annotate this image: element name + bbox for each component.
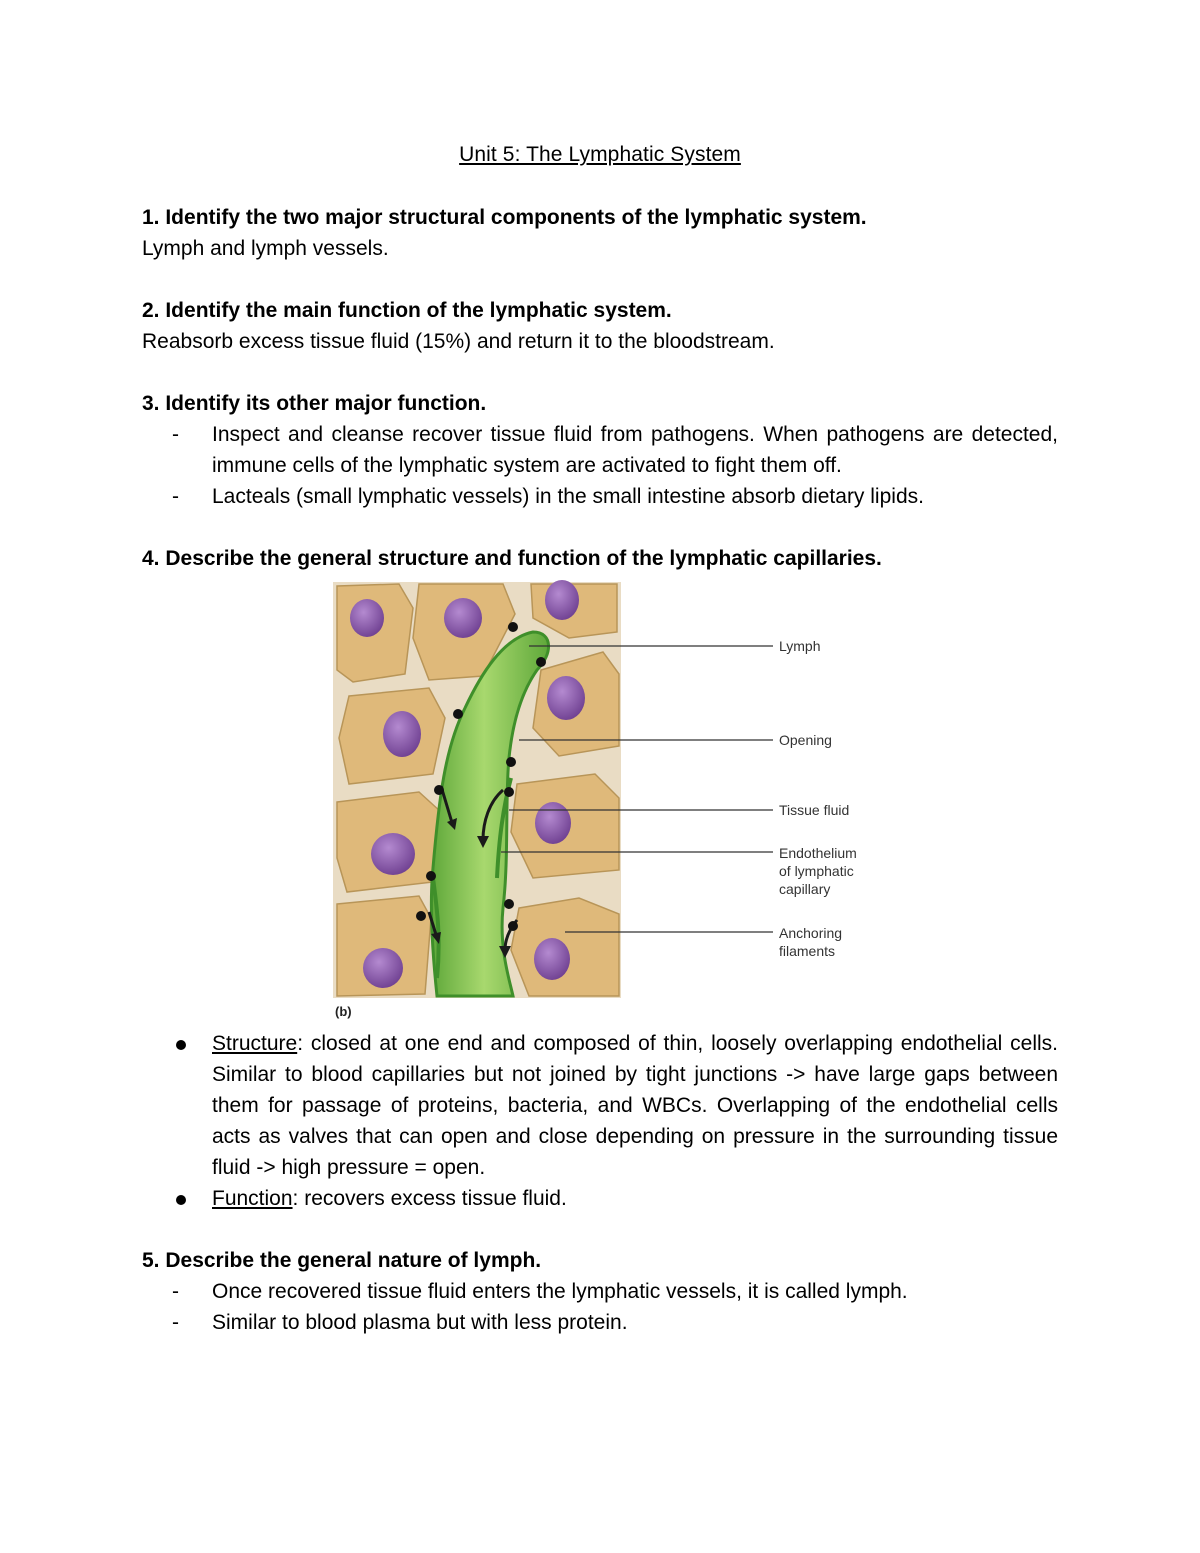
figure-label-opening: Opening	[779, 732, 832, 748]
dash-marker: -	[172, 485, 179, 508]
figure-label-anchoring: Anchoring	[779, 925, 843, 941]
dash-marker: -	[172, 423, 179, 446]
structure-bullet	[212, 1028, 1058, 1183]
answer-2: Reabsorb excess tissue fluid (15%) and return it to the bloodstream.	[142, 330, 775, 353]
tissue-illustration	[333, 580, 621, 998]
question-1: 1. Identify the two major structural components of the lymphatic system.	[142, 206, 867, 229]
page-title: Unit 5: The Lymphatic System	[459, 143, 741, 166]
figure-label-endothelium: capillary	[779, 881, 831, 897]
figure-panel-label: (b)	[335, 1004, 352, 1019]
answer-1: Lymph and lymph vessels.	[142, 237, 389, 260]
q5-item-2: Similar to blood plasma but with less protein.	[212, 1311, 628, 1334]
lymphatic-capillary-figure	[333, 578, 893, 1023]
bullet-marker	[176, 1040, 186, 1050]
figure-label-anchoring: filaments	[779, 943, 836, 959]
function-bullet	[212, 1183, 1058, 1214]
dash-marker: -	[172, 1311, 179, 1334]
question-3: 3. Identify its other major function.	[142, 392, 487, 415]
q5-item-1: Once recovered tissue fluid enters the lymphatic vessels, it is called lymph.	[212, 1280, 908, 1303]
question-4: 4. Describe the general structure and function of the lymphatic capillaries.	[142, 547, 882, 570]
bullet-term: Function	[212, 1187, 293, 1210]
bullet-term: Structure	[212, 1032, 298, 1055]
figure-label-endothelium: of lymphatic	[779, 863, 854, 879]
q3-item-1: Inspect and cleanse recover tissue fluid from pathogens. When pathogens are detected, immune cells of the lymphatic system are activated to fight them off.	[212, 423, 1058, 477]
figure-label-tissue-fluid: Tissue fluid	[779, 802, 850, 818]
bullet-marker	[176, 1195, 186, 1205]
figure-label-lymph: Lymph	[779, 638, 821, 654]
q3-item-2: Lacteals (small lymphatic vessels) in the small intestine absorb dietary lipids.	[212, 485, 924, 508]
question-5: 5. Describe the general nature of lymph.	[142, 1249, 542, 1272]
bullet-text: : recovers excess tissue fluid.	[292, 1187, 567, 1210]
bullet-text: : closed at one end and composed of thin, loosely overlapping endothelial cells. Similar to blood capillaries but not joined by tight junctions -> have large gaps between them for passage of proteins, bacteria, and WBCs. Overlapping of the endothelial cells acts as valves that can open and close depending on pressure in the surrounding tissue fluid -> high pressure = open.	[212, 1032, 1058, 1179]
figure-label-endothelium: Endothelium	[779, 845, 857, 861]
dash-marker: -	[172, 1280, 179, 1303]
question-2: 2. Identify the main function of the lymphatic system.	[142, 299, 672, 322]
